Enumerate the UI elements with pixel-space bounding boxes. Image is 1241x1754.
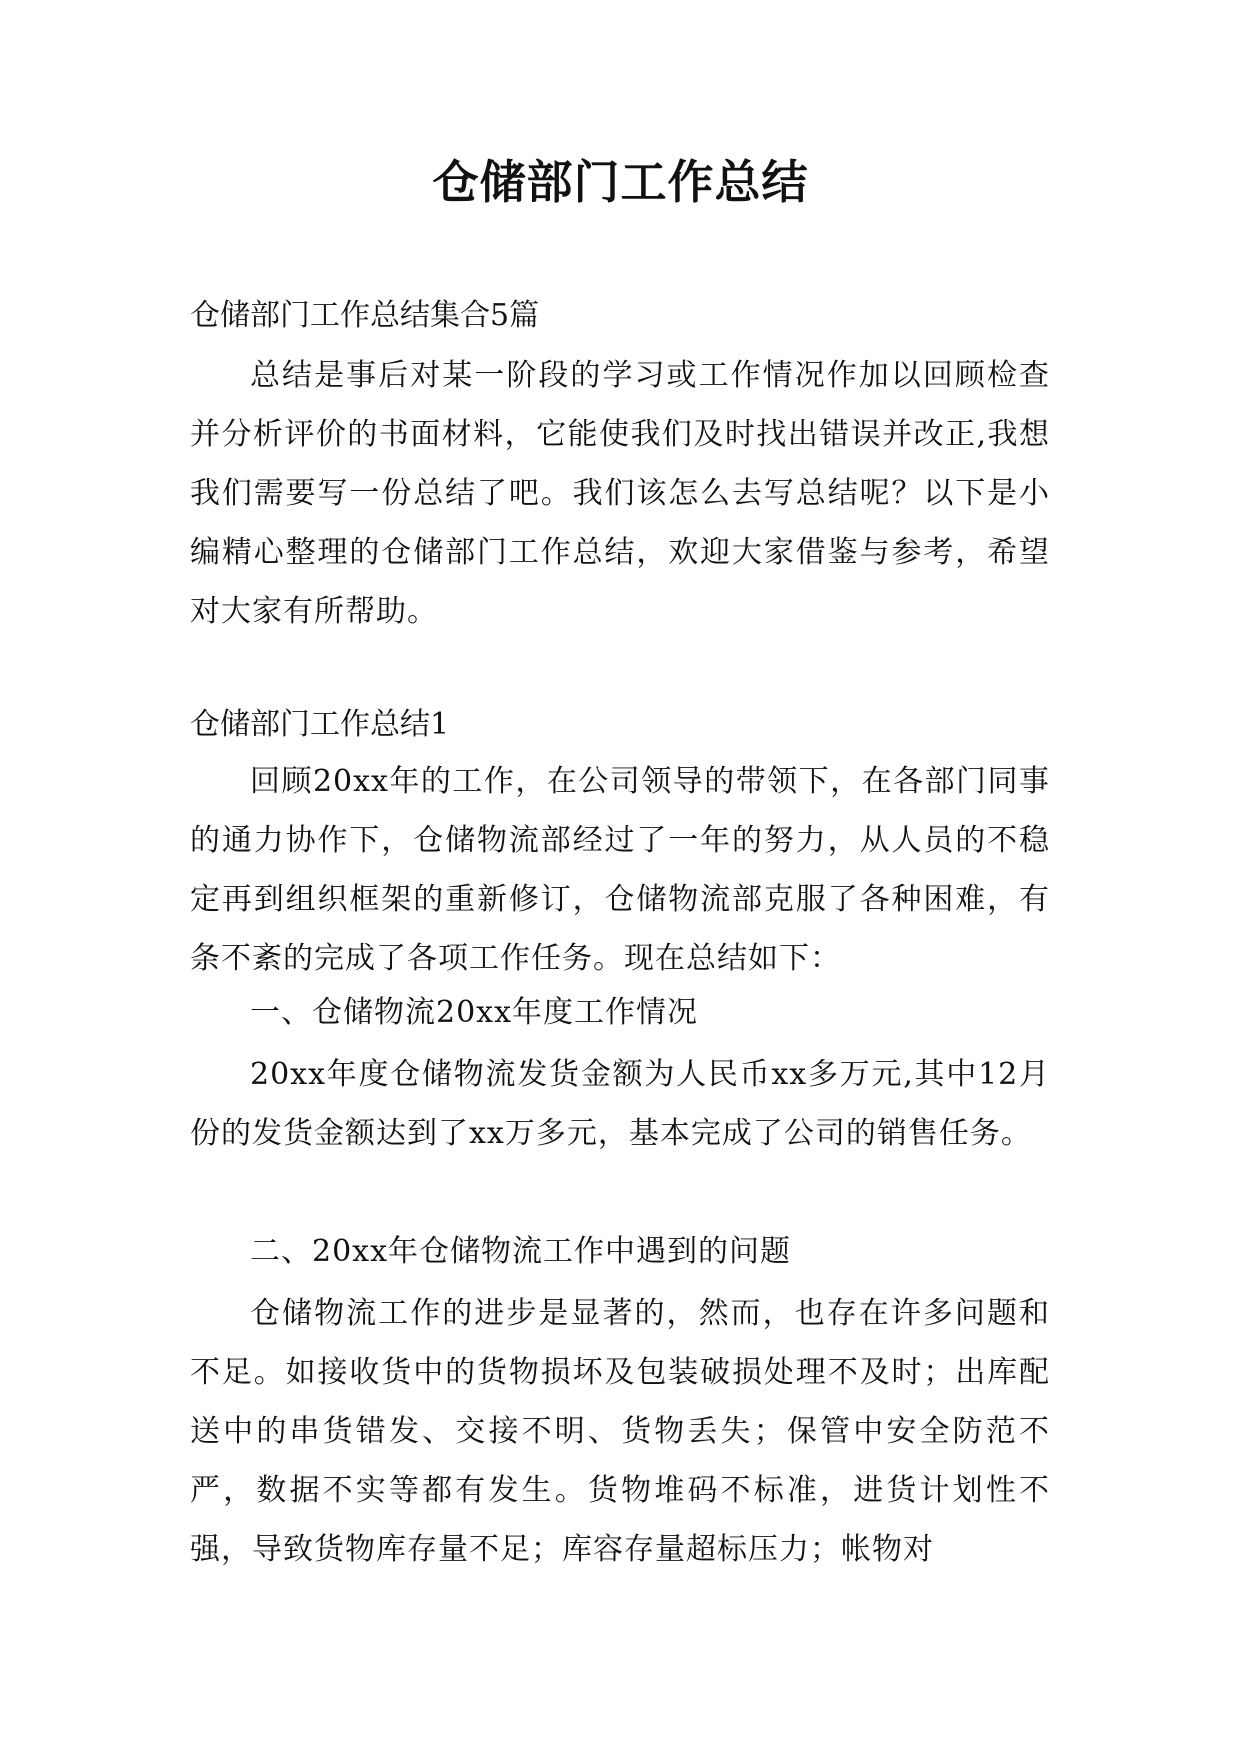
section-heading: 仓储部门工作总结1 <box>190 707 450 742</box>
section-subheading: 一、仓储物流20xx年度工作情况 <box>250 995 699 1030</box>
collection-heading: 仓储部门工作总结集合5篇 <box>190 298 540 333</box>
section-subheading: 二、20xx年仓储物流工作中遇到的问题 <box>250 1234 792 1269</box>
section-paragraph: 仓储物流工作的进步是显著的，然而，也存在许多问题和不足。如接收货中的货物损坏及包装破损处理不及时；出库配送中的串货错发、交接不明、货物丢失；保管中安全防范不严，数据不实等都有发生。货物堆码不标准，进货计划性不强，导致货物库存量不足；库容存量超标压力；帐物对 <box>190 1296 1050 1567</box>
section-paragraph: 20xx年度仓储物流发货金额为人民币xx多万元,其中12月份的发货金额达到了xx万多元，基本完成了公司的销售任务。 <box>190 1057 1050 1151</box>
document-title: 仓储部门工作总结 <box>432 155 809 209</box>
intro-paragraph: 总结是事后对某一阶段的学习或工作情况作加以回顾检查并分析评价的书面材料，它能使我们及时找出错误并改正,我想我们需要写一份总结了吧。我们该怎么去写总结呢？以下是小编精心整理的仓储部门工作总结，欢迎大家借鉴与参考，希望对大家有所帮助。 <box>190 358 1050 629</box>
section-paragraph: 回顾20xx年的工作，在公司领导的带领下，在各部门同事的通力协作下，仓储物流部经过了一年的努力，从人员的不稳定再到组织框架的重新修订，仓储物流部克服了各种困难，有条不紊的完成了各项工作任务。现在总结如下： <box>190 764 1050 976</box>
